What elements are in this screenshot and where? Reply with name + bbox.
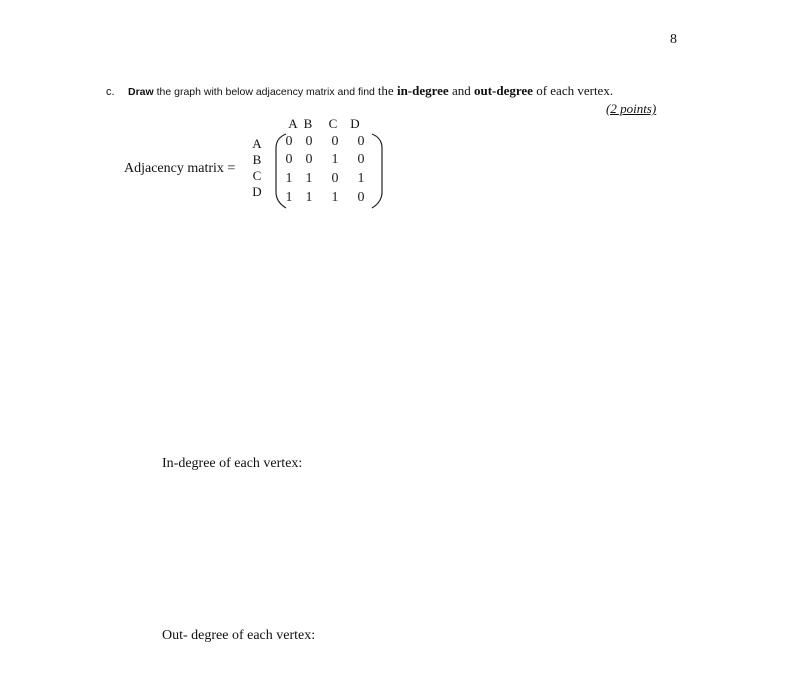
question-text-end: of each vertex. (532, 83, 614, 98)
column-header: A (288, 116, 298, 131)
points-value: (2 points) (606, 101, 657, 116)
question-c (106, 83, 686, 99)
question-draw-word: Draw (128, 86, 154, 98)
column-header: C (328, 116, 338, 131)
matrix-cell: 1 (285, 171, 293, 186)
matrix-cell: 0 (285, 152, 293, 167)
matrix-cell: 0 (357, 152, 365, 167)
row-header: B (252, 152, 262, 167)
column-header: D (350, 116, 360, 131)
matrix-cell: 0 (357, 190, 365, 205)
question-text-and: and (448, 83, 474, 98)
matrix-cell: 0 (357, 134, 365, 149)
row-header: C (252, 168, 262, 183)
column-header: B (303, 116, 313, 131)
matrix-cell: 1 (285, 190, 293, 205)
row-header: A (252, 136, 262, 151)
matrix-cell: 0 (331, 134, 339, 149)
out-degree-label: Out- degree of each vertex: (162, 628, 316, 643)
question-label: c. (106, 86, 115, 98)
matrix-cell: 0 (305, 152, 313, 167)
matrix-cell: 1 (357, 171, 365, 186)
in-degree-label: In-degree of each vertex: (162, 456, 303, 471)
matrix-cell: 0 (285, 134, 293, 149)
matrix-cell: 0 (305, 134, 313, 149)
question-text: the graph with below adjacency matrix and find (153, 86, 378, 98)
matrix-cell: 1 (305, 190, 313, 205)
matrix-cell: 1 (305, 171, 313, 186)
adjacency-matrix-label: Adjacency matrix = (124, 161, 236, 176)
question-text-the: the (377, 83, 397, 98)
out-degree-term: out-degree (473, 83, 533, 98)
matrix-cell: 1 (331, 190, 339, 205)
matrix-cell: 1 (331, 152, 339, 167)
matrix-cell: 0 (331, 171, 339, 186)
in-degree-term: in-degree (396, 83, 449, 98)
page-number: 8 (670, 32, 677, 47)
right-bracket (372, 134, 382, 208)
row-header: D (252, 184, 262, 199)
